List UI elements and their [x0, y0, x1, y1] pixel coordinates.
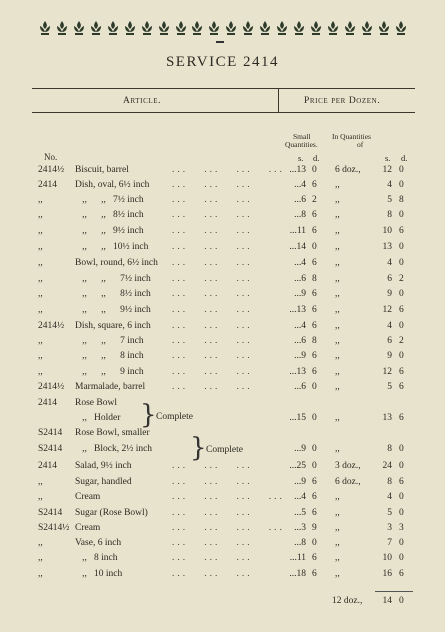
- small-qty-shillings: ...9: [294, 289, 306, 299]
- quantity-unit: ,,: [335, 538, 340, 548]
- table-row: [0, 382, 445, 396]
- small-qty-pence: 6: [312, 569, 317, 579]
- item-number: ,,: [38, 553, 43, 563]
- bulk-pence: 0: [399, 180, 404, 190]
- small-qty-pence: 6: [312, 367, 317, 377]
- item-number: ,,: [38, 242, 43, 252]
- table-row: [0, 461, 445, 475]
- table-row: [0, 242, 445, 256]
- bulk-shillings: 12: [382, 305, 392, 315]
- small-label: Small: [293, 132, 311, 141]
- quantity-unit: ,,: [335, 351, 340, 361]
- table-row: [0, 413, 445, 427]
- item-description: ,, ,, 7½ inch: [75, 195, 144, 205]
- table-row: [0, 274, 445, 288]
- small-qty-shillings: ...9: [294, 444, 306, 454]
- fleur-ornament-icon: [292, 20, 306, 36]
- total-quantity: 12 doz.,: [332, 596, 363, 606]
- small-qty-pence: 6: [312, 226, 317, 236]
- table-row: [0, 351, 445, 365]
- small-qty-pence: 6: [312, 508, 317, 518]
- item-description: Salad, 9½ inch: [75, 461, 132, 471]
- bulk-shillings: 4: [387, 180, 392, 190]
- leader-dots: ... ... ...: [172, 367, 253, 377]
- bulk-shillings: 9: [387, 289, 392, 299]
- small-qty-pence: 0: [312, 538, 317, 548]
- bulk-pence: 6: [399, 569, 404, 579]
- fleur-ornament-icon: [174, 20, 188, 36]
- bulk-pence: 0: [399, 210, 404, 220]
- leader-dots: ... ... ...: [172, 538, 253, 548]
- table-row: [0, 180, 445, 194]
- complete-label: Complete: [206, 445, 243, 455]
- bulk-pence: 0: [399, 538, 404, 548]
- quantity-unit: ,,: [335, 289, 340, 299]
- small-qty-shillings: ...6: [294, 382, 306, 392]
- small-qty-shillings: ...4: [294, 258, 306, 268]
- table-row: [0, 553, 445, 567]
- bulk-shillings: 3: [387, 523, 392, 533]
- leader-dots: ... ... ...: [172, 351, 253, 361]
- bulk-pence: 2: [399, 336, 404, 346]
- total-shillings: 14: [382, 596, 392, 606]
- small-qty-pence: 0: [312, 382, 317, 392]
- item-description: ,, 10 inch: [75, 569, 123, 579]
- fleur-ornament-icon: [377, 20, 391, 36]
- fleur-ornament-icon: [123, 20, 137, 36]
- divider-dash: [216, 41, 224, 43]
- article-header: Article.: [123, 96, 162, 106]
- bulk-pence: 8: [399, 195, 404, 205]
- small-qty-shillings: ...4: [294, 180, 306, 190]
- fleur-ornament-icon: [106, 20, 120, 36]
- item-number: 2414½: [38, 165, 65, 175]
- small-qty-pence: 8: [312, 336, 317, 346]
- bulk-pence: 0: [399, 289, 404, 299]
- bulk-shillings: 6: [387, 336, 392, 346]
- quantity-unit: 6 doz.,: [335, 165, 361, 175]
- bulk-shillings: 13: [382, 413, 392, 423]
- small-qty-shillings: ...11: [289, 226, 306, 236]
- leader-dots: ... ... ...: [172, 226, 253, 236]
- quantity-unit: ,,: [335, 180, 340, 190]
- fleur-ornament-icon: [207, 20, 221, 36]
- small-qty-pence: 6: [312, 492, 317, 502]
- quantity-unit: 6 doz.,: [335, 477, 361, 487]
- fleur-ornament-icon: [343, 20, 357, 36]
- item-number: S2414: [38, 428, 63, 438]
- item-number: ,,: [38, 569, 43, 579]
- shillings-label: s.: [298, 153, 304, 163]
- small-qty-pence: 0: [312, 242, 317, 252]
- item-description: Dish, oval, 6½ inch: [75, 180, 150, 190]
- item-description: ,, ,, 7 inch: [75, 336, 144, 346]
- bulk-shillings: 12: [382, 165, 392, 175]
- fleur-ornament-icon: [224, 20, 238, 36]
- number-column-label: No.: [44, 152, 58, 162]
- fleur-ornament-icon: [275, 20, 289, 36]
- item-description: Vase, 6 inch: [75, 538, 122, 548]
- bulk-shillings: 10: [382, 226, 392, 236]
- item-description: ,, ,, 10½ inch: [75, 242, 149, 252]
- table-row: [0, 569, 445, 583]
- item-number: 2414½: [38, 382, 65, 392]
- table-row: [0, 428, 445, 442]
- fleur-ornament-icon: [258, 20, 272, 36]
- bulk-shillings: 16: [382, 569, 392, 579]
- small-qty-shillings: ...3: [294, 523, 306, 533]
- total-pence: 0: [399, 596, 404, 606]
- table-row: [0, 210, 445, 224]
- leader-dots: ... ... ...: [172, 477, 253, 487]
- bulk-shillings: 12: [382, 367, 392, 377]
- leader-dots: ... ... ...: [172, 195, 253, 205]
- of-label: of: [357, 140, 364, 149]
- small-qty-pence: 6: [312, 321, 317, 331]
- item-description: ,, ,, 9 inch: [75, 367, 144, 377]
- fleur-ornament-icon: [157, 20, 171, 36]
- bulk-pence: 0: [399, 242, 404, 252]
- bulk-shillings: 10: [382, 553, 392, 563]
- leader-dots: ... ... ...: [172, 569, 253, 579]
- bulk-pence: 0: [399, 321, 404, 331]
- quantity-unit: ,,: [335, 226, 340, 236]
- table-row: [0, 258, 445, 272]
- leader-dots: ... ... ...: [172, 382, 253, 392]
- leader-dots: ... ... ...: [172, 210, 253, 220]
- ornamental-border: [38, 18, 408, 38]
- complete-label: Complete: [156, 412, 193, 422]
- fleur-ornament-icon: [326, 20, 340, 36]
- header-divider: [278, 88, 279, 112]
- fleur-ornament-icon: [72, 20, 86, 36]
- leader-dots: ... ... ...: [172, 258, 253, 268]
- small-qty-shillings: ...14: [289, 242, 306, 252]
- item-number: S2414: [38, 508, 63, 518]
- table-row: [0, 398, 445, 412]
- fleur-ornament-icon: [394, 20, 408, 36]
- bulk-shillings: 8: [387, 444, 392, 454]
- quantity-unit: ,,: [335, 195, 340, 205]
- table-row: [0, 523, 445, 537]
- item-description: ,, ,, 8½ inch: [75, 210, 144, 220]
- item-number: ,,: [38, 351, 43, 361]
- bulk-shillings: 5: [387, 195, 392, 205]
- table-row: [0, 226, 445, 240]
- small-qty-shillings: ...9: [294, 477, 306, 487]
- item-description: Cream: [75, 492, 101, 502]
- leader-dots: ... ... ...: [172, 274, 253, 284]
- bulk-pence: 6: [399, 305, 404, 315]
- small-qty-pence: 6: [312, 180, 317, 190]
- bulk-shillings: 6: [387, 274, 392, 284]
- bulk-pence: 0: [399, 165, 404, 175]
- small-qty-pence: 6: [312, 305, 317, 315]
- leader-dots: ... ... ...: [172, 508, 253, 518]
- item-description: Cream: [75, 523, 101, 533]
- item-description: Sugar (Rose Bowl): [75, 508, 148, 518]
- item-description: Biscuit, barrel: [75, 165, 129, 175]
- item-description: ,, ,, 9½ inch: [75, 305, 151, 315]
- bulk-pence: 6: [399, 226, 404, 236]
- bulk-shillings: 24: [382, 461, 392, 471]
- bulk-shillings: 8: [387, 477, 392, 487]
- item-description: Sugar, handled: [75, 477, 132, 487]
- quantity-unit: ,,: [335, 523, 340, 533]
- table-row: [0, 336, 445, 350]
- item-number: ,,: [38, 210, 43, 220]
- small-qty-pence: 6: [312, 258, 317, 268]
- item-description: Marmalade, barrel: [75, 382, 146, 392]
- item-description: ,, ,, 8 inch: [75, 351, 144, 361]
- header-rule-top: [32, 88, 415, 89]
- leader-dots: ... ... ...: [172, 336, 253, 346]
- small-qty-shillings: ...4: [294, 321, 306, 331]
- leader-dots: ... ... ... ...: [172, 523, 285, 533]
- table-row: [0, 508, 445, 522]
- bulk-pence: 3: [399, 523, 404, 533]
- bulk-pence: 6: [399, 477, 404, 487]
- small-qty-shillings: ...6: [294, 274, 306, 284]
- fleur-ornament-icon: [38, 20, 52, 36]
- bulk-pence: 0: [399, 553, 404, 563]
- item-number: 2414: [38, 461, 57, 471]
- item-description: Dish, square, 6 inch: [75, 321, 151, 331]
- quantity-unit: ,,: [335, 382, 340, 392]
- small-qty-pence: 0: [312, 444, 317, 454]
- quantity-unit: ,,: [335, 274, 340, 284]
- table-row: [0, 305, 445, 319]
- bulk-shillings: 5: [387, 382, 392, 392]
- item-number: ,,: [38, 305, 43, 315]
- quantity-unit: ,,: [335, 336, 340, 346]
- item-description: ,, ,, 8½ inch: [75, 289, 151, 299]
- small-qty-shillings: ...8: [294, 210, 306, 220]
- small-qty-pence: 0: [312, 165, 317, 175]
- quantity-unit: 3 doz.,: [335, 461, 361, 471]
- item-description: Bowl, round, 6½ inch: [75, 258, 158, 268]
- table-row: [0, 321, 445, 335]
- total-rule: [375, 591, 413, 592]
- bulk-pence: 0: [399, 461, 404, 471]
- leader-dots: ... ... ...: [172, 321, 253, 331]
- small-qty-shillings: ...5: [294, 508, 306, 518]
- quantity-unit: ,,: [335, 321, 340, 331]
- item-number: ,,: [38, 538, 43, 548]
- item-number: ,,: [38, 226, 43, 236]
- bulk-pence: 0: [399, 351, 404, 361]
- quantity-unit: ,,: [335, 413, 340, 423]
- page-title: SERVICE 2414: [165, 54, 280, 70]
- fleur-ornament-icon: [55, 20, 69, 36]
- fleur-ornament-icon: [241, 20, 255, 36]
- bulk-pence: 6: [399, 382, 404, 392]
- small-qty-shillings: ...9: [294, 351, 306, 361]
- item-number: S2414½: [38, 523, 70, 533]
- item-description: ,, ,, 9½ inch: [75, 226, 144, 236]
- small-qty-pence: 0: [312, 413, 317, 423]
- bulk-shillings: 7: [387, 538, 392, 548]
- item-description: Rose Bowl: [75, 398, 117, 408]
- quantity-unit: ,,: [335, 553, 340, 563]
- bulk-shillings: 5: [387, 508, 392, 518]
- small-qty-shillings: ...11: [289, 553, 306, 563]
- small-qty-pence: 6: [312, 210, 317, 220]
- table-row: [0, 492, 445, 506]
- item-description: ,, Block, 2½ inch: [75, 444, 153, 454]
- quantity-unit: ,,: [335, 210, 340, 220]
- table-row: [0, 289, 445, 303]
- small-qty-pence: 2: [312, 195, 317, 205]
- small-qty-pence: 6: [312, 477, 317, 487]
- quantity-unit: ,,: [335, 305, 340, 315]
- item-number: 2414: [38, 180, 57, 190]
- bulk-shillings: 4: [387, 492, 392, 502]
- leader-dots: ... ... ...: [172, 242, 253, 252]
- bulk-pence: 0: [399, 258, 404, 268]
- leader-dots: ... ... ...: [172, 461, 253, 471]
- small-qty-shillings: ...18: [289, 569, 306, 579]
- small-qty-shillings: ...13: [289, 165, 306, 175]
- quantity-unit: ,,: [335, 242, 340, 252]
- bulk-shillings: 8: [387, 210, 392, 220]
- item-number: ,,: [38, 492, 43, 502]
- leader-dots: ... ... ...: [172, 305, 253, 315]
- small-qty-shillings: ...13: [289, 367, 306, 377]
- small-qty-pence: 6: [312, 553, 317, 563]
- bulk-shillings: 4: [387, 258, 392, 268]
- small-qty-pence: 8: [312, 274, 317, 284]
- item-number: ,,: [38, 477, 43, 487]
- quantity-unit: ,,: [335, 492, 340, 502]
- item-number: 2414½: [38, 321, 65, 331]
- in-quantities-label: In Quantities: [332, 132, 371, 141]
- small-qty-shillings: ...25: [289, 461, 306, 471]
- small-qty-pence: 6: [312, 351, 317, 361]
- bulk-pence: 2: [399, 274, 404, 284]
- quantity-unit: ,,: [335, 258, 340, 268]
- small-qty-shillings: ...6: [294, 195, 306, 205]
- fleur-ornament-icon: [89, 20, 103, 36]
- small-qty-pence: 0: [312, 461, 317, 471]
- quantities-label: Quantities.: [285, 140, 318, 149]
- bulk-pence: 0: [399, 492, 404, 502]
- item-number: S2414: [38, 444, 63, 454]
- item-description: ,, Holder: [75, 413, 121, 423]
- item-number: 2414: [38, 398, 57, 408]
- bulk-shillings: 13: [382, 242, 392, 252]
- item-number: ,,: [38, 274, 43, 284]
- bulk-shillings: 9: [387, 351, 392, 361]
- item-number: ,,: [38, 367, 43, 377]
- leader-dots: ... ... ...: [172, 553, 253, 563]
- table-row: [0, 367, 445, 381]
- item-description: ,, 8 inch: [75, 553, 118, 563]
- bulk-shillings: 4: [387, 321, 392, 331]
- shillings-label-2: s.: [385, 153, 391, 163]
- small-qty-shillings: ...6: [294, 336, 306, 346]
- item-number: ,,: [38, 258, 43, 268]
- fleur-ornament-icon: [140, 20, 154, 36]
- leader-dots: ... ... ... ...: [172, 492, 285, 502]
- table-row: [0, 165, 445, 179]
- item-number: ,,: [38, 336, 43, 346]
- leader-dots: ... ... ...: [172, 180, 253, 190]
- fleur-ornament-icon: [309, 20, 323, 36]
- small-qty-pence: 6: [312, 289, 317, 299]
- quantity-unit: ,,: [335, 444, 340, 454]
- fleur-ornament-icon: [190, 20, 204, 36]
- small-qty-shillings: ...8: [294, 538, 306, 548]
- table-row: [0, 538, 445, 552]
- leader-dots: ... ... ... ...: [172, 165, 285, 175]
- bracket: }: [190, 433, 207, 463]
- bulk-pence: 0: [399, 508, 404, 518]
- header-rule-bottom: [32, 112, 415, 113]
- small-qty-shillings: ...15: [289, 413, 306, 423]
- leader-dots: ... ... ...: [172, 289, 253, 299]
- bracket: }: [140, 400, 157, 430]
- quantity-unit: ,,: [335, 569, 340, 579]
- small-qty-shillings: ...4: [294, 492, 306, 502]
- table-row: [0, 195, 445, 209]
- item-description: ,, ,, 7½ inch: [75, 274, 151, 284]
- bulk-pence: 0: [399, 444, 404, 454]
- fleur-ornament-icon: [360, 20, 374, 36]
- table-row: [0, 477, 445, 491]
- quantity-unit: ,,: [335, 367, 340, 377]
- bulk-pence: 6: [399, 367, 404, 377]
- pence-label: d.: [313, 153, 320, 163]
- item-number: ,,: [38, 195, 43, 205]
- small-qty-shillings: ...13: [289, 305, 306, 315]
- quantity-unit: ,,: [335, 508, 340, 518]
- small-qty-pence: 9: [312, 523, 317, 533]
- item-number: ,,: [38, 289, 43, 299]
- item-description: Rose Bowl, smaller: [75, 428, 150, 438]
- bulk-pence: 6: [399, 413, 404, 423]
- pence-label-2: d.: [401, 153, 408, 163]
- price-header: Price per Dozen.: [304, 96, 381, 106]
